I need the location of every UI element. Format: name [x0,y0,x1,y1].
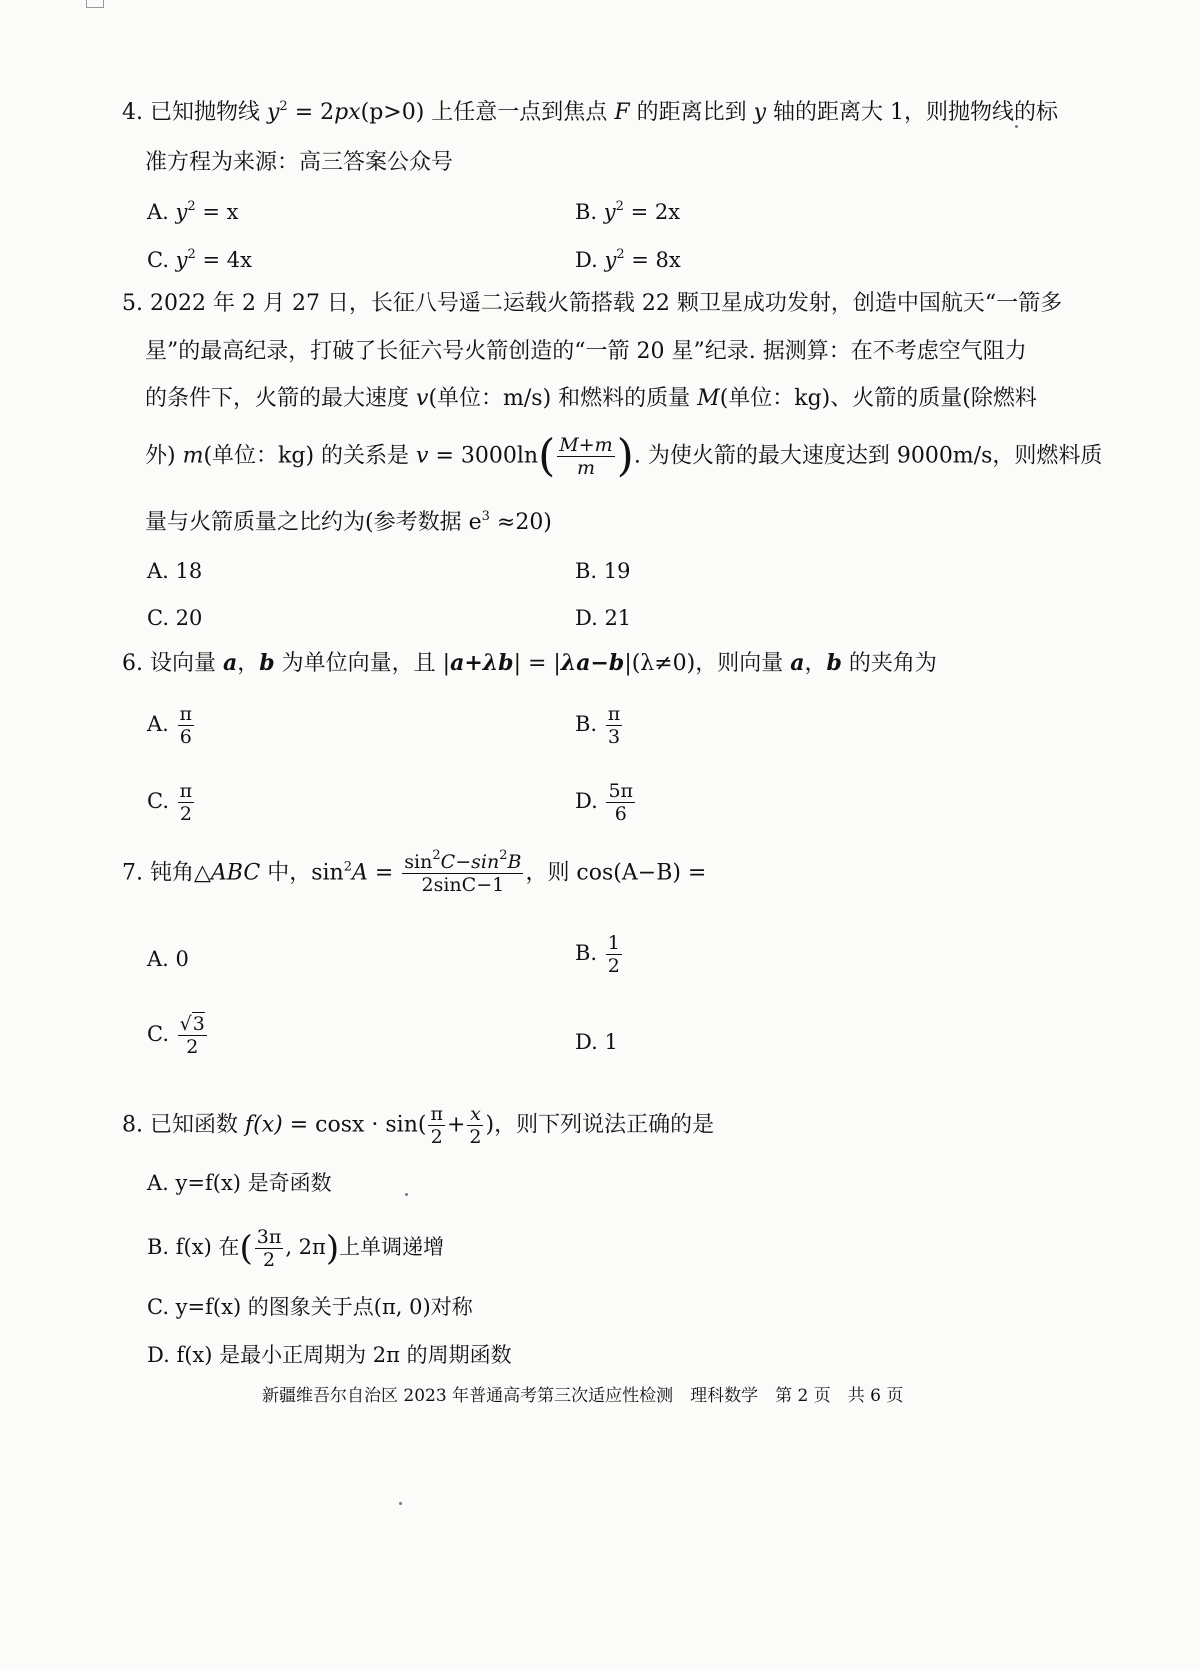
q4-option-b: B. $y^2 = 2x$ [575,199,681,224]
q7-option-a: A. 0 [147,947,189,971]
q4-option-c: C. $y^2 = 4x$ [147,247,252,272]
q6-option-d: D. $\frac{5\pi}{6}$ [575,780,634,825]
q7-option-b: B. $\frac{1}{2}$ [575,932,620,977]
q5-option-d: D. 21 [575,606,632,630]
q5-stem-line2: 星”的最高纪录，打破了长征六号火箭创造的“一箭 20 星”纪录. 据测算：在不考虑空气阻力 [145,339,1027,364]
q8-option-b: B. f(x) 在( $\frac{3\pi}{2}$ , 2π)上单调递增 [147,1226,445,1271]
q6-option-a: A. $\frac{\pi}{6}$ [147,703,193,748]
page-footer: 新疆维吾尔自治区 2023 年普通高考第三次适应性检测 理科数学 第 2 页 共 6 页 [262,1386,904,1406]
q7-option-d: D. 1 [575,1030,618,1054]
scan-speck [405,1193,408,1196]
q4-option-a: A. $y^2 = x$ [147,199,239,224]
q7-option-c: C. $\frac{√3}{2}$ [147,1013,205,1058]
q4-stem-line2: 准方程为来源：高三答案公众号 [145,150,454,175]
q5-option-a: A. 18 [147,559,203,583]
q4-option-d: D. $y^2 = 8x$ [575,247,681,272]
q8-option-c: C. y=f(x) 的图象关于点(π, 0)对称 [147,1295,473,1319]
q5-option-c: C. 20 [147,606,203,630]
q5-stem-line5: 量与火箭质量之比约为(参考数据 $e^3 \approx 20$) [145,509,552,535]
q5-stem-line3: 的条件下，火箭的最大速度 v(单位：m/s) 和燃料的质量 M(单位：kg)、火箭的质量(除燃料 [145,386,1037,411]
scan-speck [1015,125,1018,128]
q7-stem: 7. 钝角△ABC 中，$\sin^2A$ = $\frac{\sin^2C-\sin^2B}{2\sin C-1}$ ，则 cos(A−B) = [122,848,707,896]
q7-fraction: $\frac{\sin^2C-\sin^2B}{2\sin C-1}$ [404,848,522,896]
q5-left-paren: ( [538,430,556,482]
q5-ln-fraction: $\frac{M+m}{m}$ [559,434,613,479]
q8-stem: 8. 已知函数 f(x) = cosx · sin( $\frac{\pi}{2}$ + $\frac{x}{2}$ )，则下列说法正确的是 [122,1103,715,1148]
q5-option-b: B. 19 [575,559,631,583]
q6-stem: 6. 设向量 a，b 为单位向量，且 |a+λb| = |λa−b|(λ≠0)，则向量 a，b 的夹角为 [122,650,937,676]
q4-stem-line1: 4. 已知抛物线 $y^2 = 2px(p>0)$ 上任意一点到焦点 F 的距离比到 y 轴的距离大 1，则抛物线的标 [122,99,1058,125]
q8-option-a: A. y=f(x) 是奇函数 [147,1171,332,1195]
scan-corner-mark [86,0,104,8]
q5-right-paren: ) [616,430,634,482]
q5-stem-line4: 外) m(单位：kg) 的关系是 v = 3000ln( $\frac{M+m}{m}$ ). 为使火箭的最大速度达到 9000m/s，则燃料质 [145,430,1103,482]
q6-option-b: B. $\frac{\pi}{3}$ [575,703,621,748]
scan-speck [399,1502,402,1505]
q6-option-c: C. $\frac{\pi}{2}$ [147,780,193,825]
q8-option-d: D. f(x) 是最小正周期为 2π 的周期函数 [147,1343,512,1367]
q5-stem-line1: 5. 2022 年 2 月 27 日，长征八号遥二运载火箭搭载 22 颗卫星成功发射，创造中国航天“一箭多 [122,291,1063,316]
